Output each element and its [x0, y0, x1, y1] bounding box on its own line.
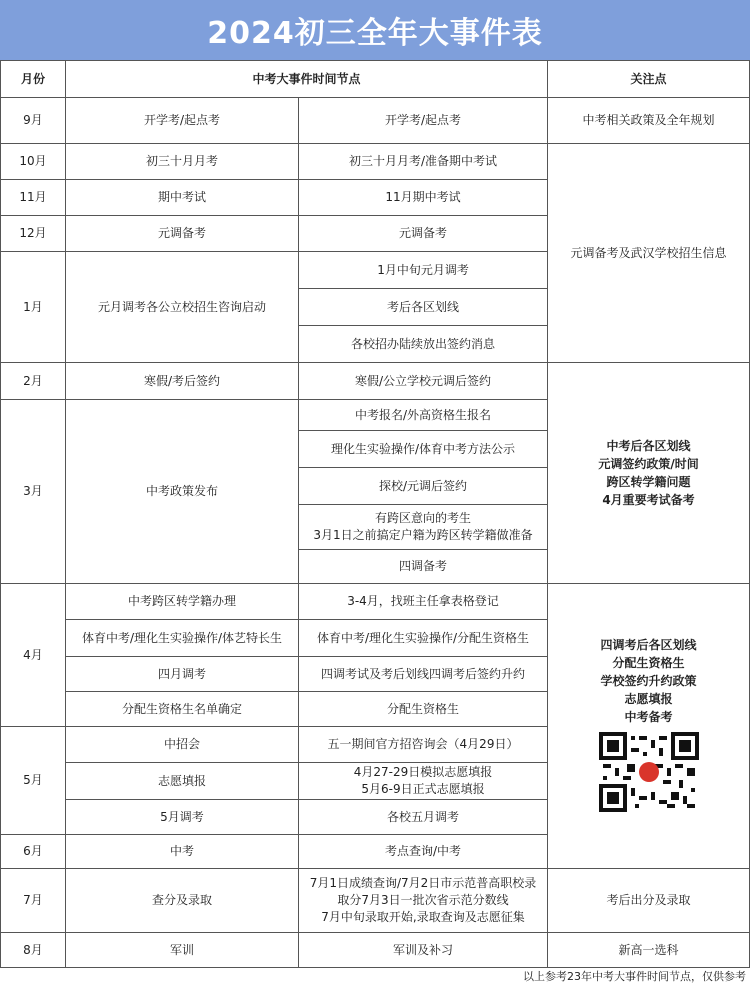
- month-cell: 4月: [1, 584, 66, 727]
- month-cell: 2月: [1, 363, 66, 400]
- focus-cell: [548, 363, 750, 584]
- event-cell: 四调备考: [299, 550, 548, 584]
- event-cell: 五一期间官方招咨询会（4月29日）: [299, 727, 548, 763]
- event-cell: [299, 869, 548, 933]
- event-cell: 各校五月调考: [299, 800, 548, 835]
- focus-cell: 中考相关政策及全年规划: [548, 98, 750, 144]
- qr-logo-icon: [639, 762, 659, 782]
- event-cell: 军训及补习: [299, 933, 548, 968]
- event-cell: [299, 763, 548, 800]
- month-cell: 12月: [1, 216, 66, 252]
- month-cell: 10月: [1, 144, 66, 180]
- event-line: 3月1日之前搞定户籍为跨区转学籍做准备: [313, 528, 533, 542]
- event-cell: 四月调考: [66, 657, 299, 692]
- event-cell: 寒假/考后签约: [66, 363, 299, 400]
- header-month: 月份: [1, 61, 66, 98]
- focus-line: 元调签约政策/时间: [598, 457, 699, 471]
- event-cell: 查分及录取: [66, 869, 299, 933]
- event-cell: 分配生资格生: [299, 692, 548, 727]
- title-banner: [0, 0, 750, 60]
- focus-line: 跨区转学籍问题: [606, 475, 691, 489]
- event-cell: 四调考试及考后划线四调考后签约升约: [299, 657, 548, 692]
- event-cell: 元调备考: [299, 216, 548, 252]
- focus-cell: 考后出分及录取: [548, 869, 750, 933]
- month-cell: 5月: [1, 727, 66, 835]
- event-line: 4月27-29日模拟志愿填报: [353, 765, 493, 779]
- table-row: [1, 933, 750, 968]
- focus-line: 学校签约升约政策: [600, 674, 697, 688]
- event-cell: 中考政策发布: [66, 400, 299, 584]
- focus-line: 四调考后各区划线: [600, 638, 697, 652]
- event-cell: 期中考试: [66, 180, 299, 216]
- month-cell: 9月: [1, 98, 66, 144]
- focus-cell: 元调备考及武汉学校招生信息: [548, 144, 750, 363]
- month-cell: 7月: [1, 869, 66, 933]
- focus-cell: 新高一选科: [548, 933, 750, 968]
- table-row: [1, 363, 750, 400]
- event-cell: 1月中旬元月调考: [299, 252, 548, 289]
- event-cell: 初三十月月考/准备期中考试: [299, 144, 548, 180]
- event-line: 取分7月3日一批次省示范分数线: [337, 893, 509, 907]
- event-cell: 体育中考/理化生实验操作/体艺特长生: [66, 620, 299, 657]
- header-row: [1, 61, 750, 98]
- event-cell: 分配生资格生名单确定: [66, 692, 299, 727]
- page-title: 2024初三全年大事件表: [207, 16, 543, 51]
- table-row: [1, 869, 750, 933]
- table-row: [1, 98, 750, 144]
- event-cell: 3-4月，找班主任拿表格登记: [299, 584, 548, 620]
- month-cell: 8月: [1, 933, 66, 968]
- header-events: 中考大事件时间节点: [66, 61, 548, 98]
- event-cell: 中考: [66, 835, 299, 869]
- focus-line: 中考备考: [624, 710, 673, 724]
- event-cell: 中考报名/外高资格生报名: [299, 400, 548, 431]
- event-cell: 元月调考各公立校招生咨询启动: [66, 252, 299, 363]
- month-cell: 11月: [1, 180, 66, 216]
- event-cell: 体育中考/理化生实验操作/分配生资格生: [299, 620, 548, 657]
- event-cell: 考后各区划线: [299, 289, 548, 326]
- event-cell: 志愿填报: [66, 763, 299, 800]
- event-line: 7月中旬录取开始,录取查询及志愿征集: [321, 910, 525, 924]
- event-cell: 各校招办陆续放出签约消息: [299, 326, 548, 363]
- event-line: 有跨区意向的考生: [375, 511, 472, 525]
- event-cell: 11月期中考试: [299, 180, 548, 216]
- qr-code-icon: [599, 732, 699, 812]
- focus-line: 4月重要考试备考: [602, 493, 695, 507]
- event-line: 5月6-9日正式志愿填报: [361, 782, 485, 796]
- event-cell: [299, 505, 548, 550]
- table-row: [1, 584, 750, 620]
- event-cell: 开学考/起点考: [66, 98, 299, 144]
- event-cell: 初三十月月考: [66, 144, 299, 180]
- event-cell: 探校/元调后签约: [299, 468, 548, 505]
- focus-cell: [548, 584, 750, 869]
- event-cell: 开学考/起点考: [299, 98, 548, 144]
- events-table: [0, 60, 750, 968]
- focus-line: 分配生资格生: [612, 656, 685, 670]
- event-line: 7月1日成绩查询/7月2日市示范普高职校录: [309, 876, 537, 890]
- event-cell: 中招会: [66, 727, 299, 763]
- header-focus: 关注点: [548, 61, 750, 98]
- table-row: [1, 144, 750, 180]
- focus-line: 志愿填报: [624, 692, 673, 706]
- event-cell: 元调备考: [66, 216, 299, 252]
- event-cell: 寒假/公立学校元调后签约: [299, 363, 548, 400]
- event-cell: 5月调考: [66, 800, 299, 835]
- month-cell: 3月: [1, 400, 66, 584]
- event-cell: 军训: [66, 933, 299, 968]
- month-cell: 6月: [1, 835, 66, 869]
- focus-line: 中考后各区划线: [606, 439, 691, 453]
- event-cell: 理化生实验操作/体育中考方法公示: [299, 431, 548, 468]
- event-cell: 考点查询/中考: [299, 835, 548, 869]
- footnote: 以上参考23年中考大事件时间节点，仅供参考: [523, 970, 746, 983]
- month-cell: 1月: [1, 252, 66, 363]
- event-cell: 中考跨区转学籍办理: [66, 584, 299, 620]
